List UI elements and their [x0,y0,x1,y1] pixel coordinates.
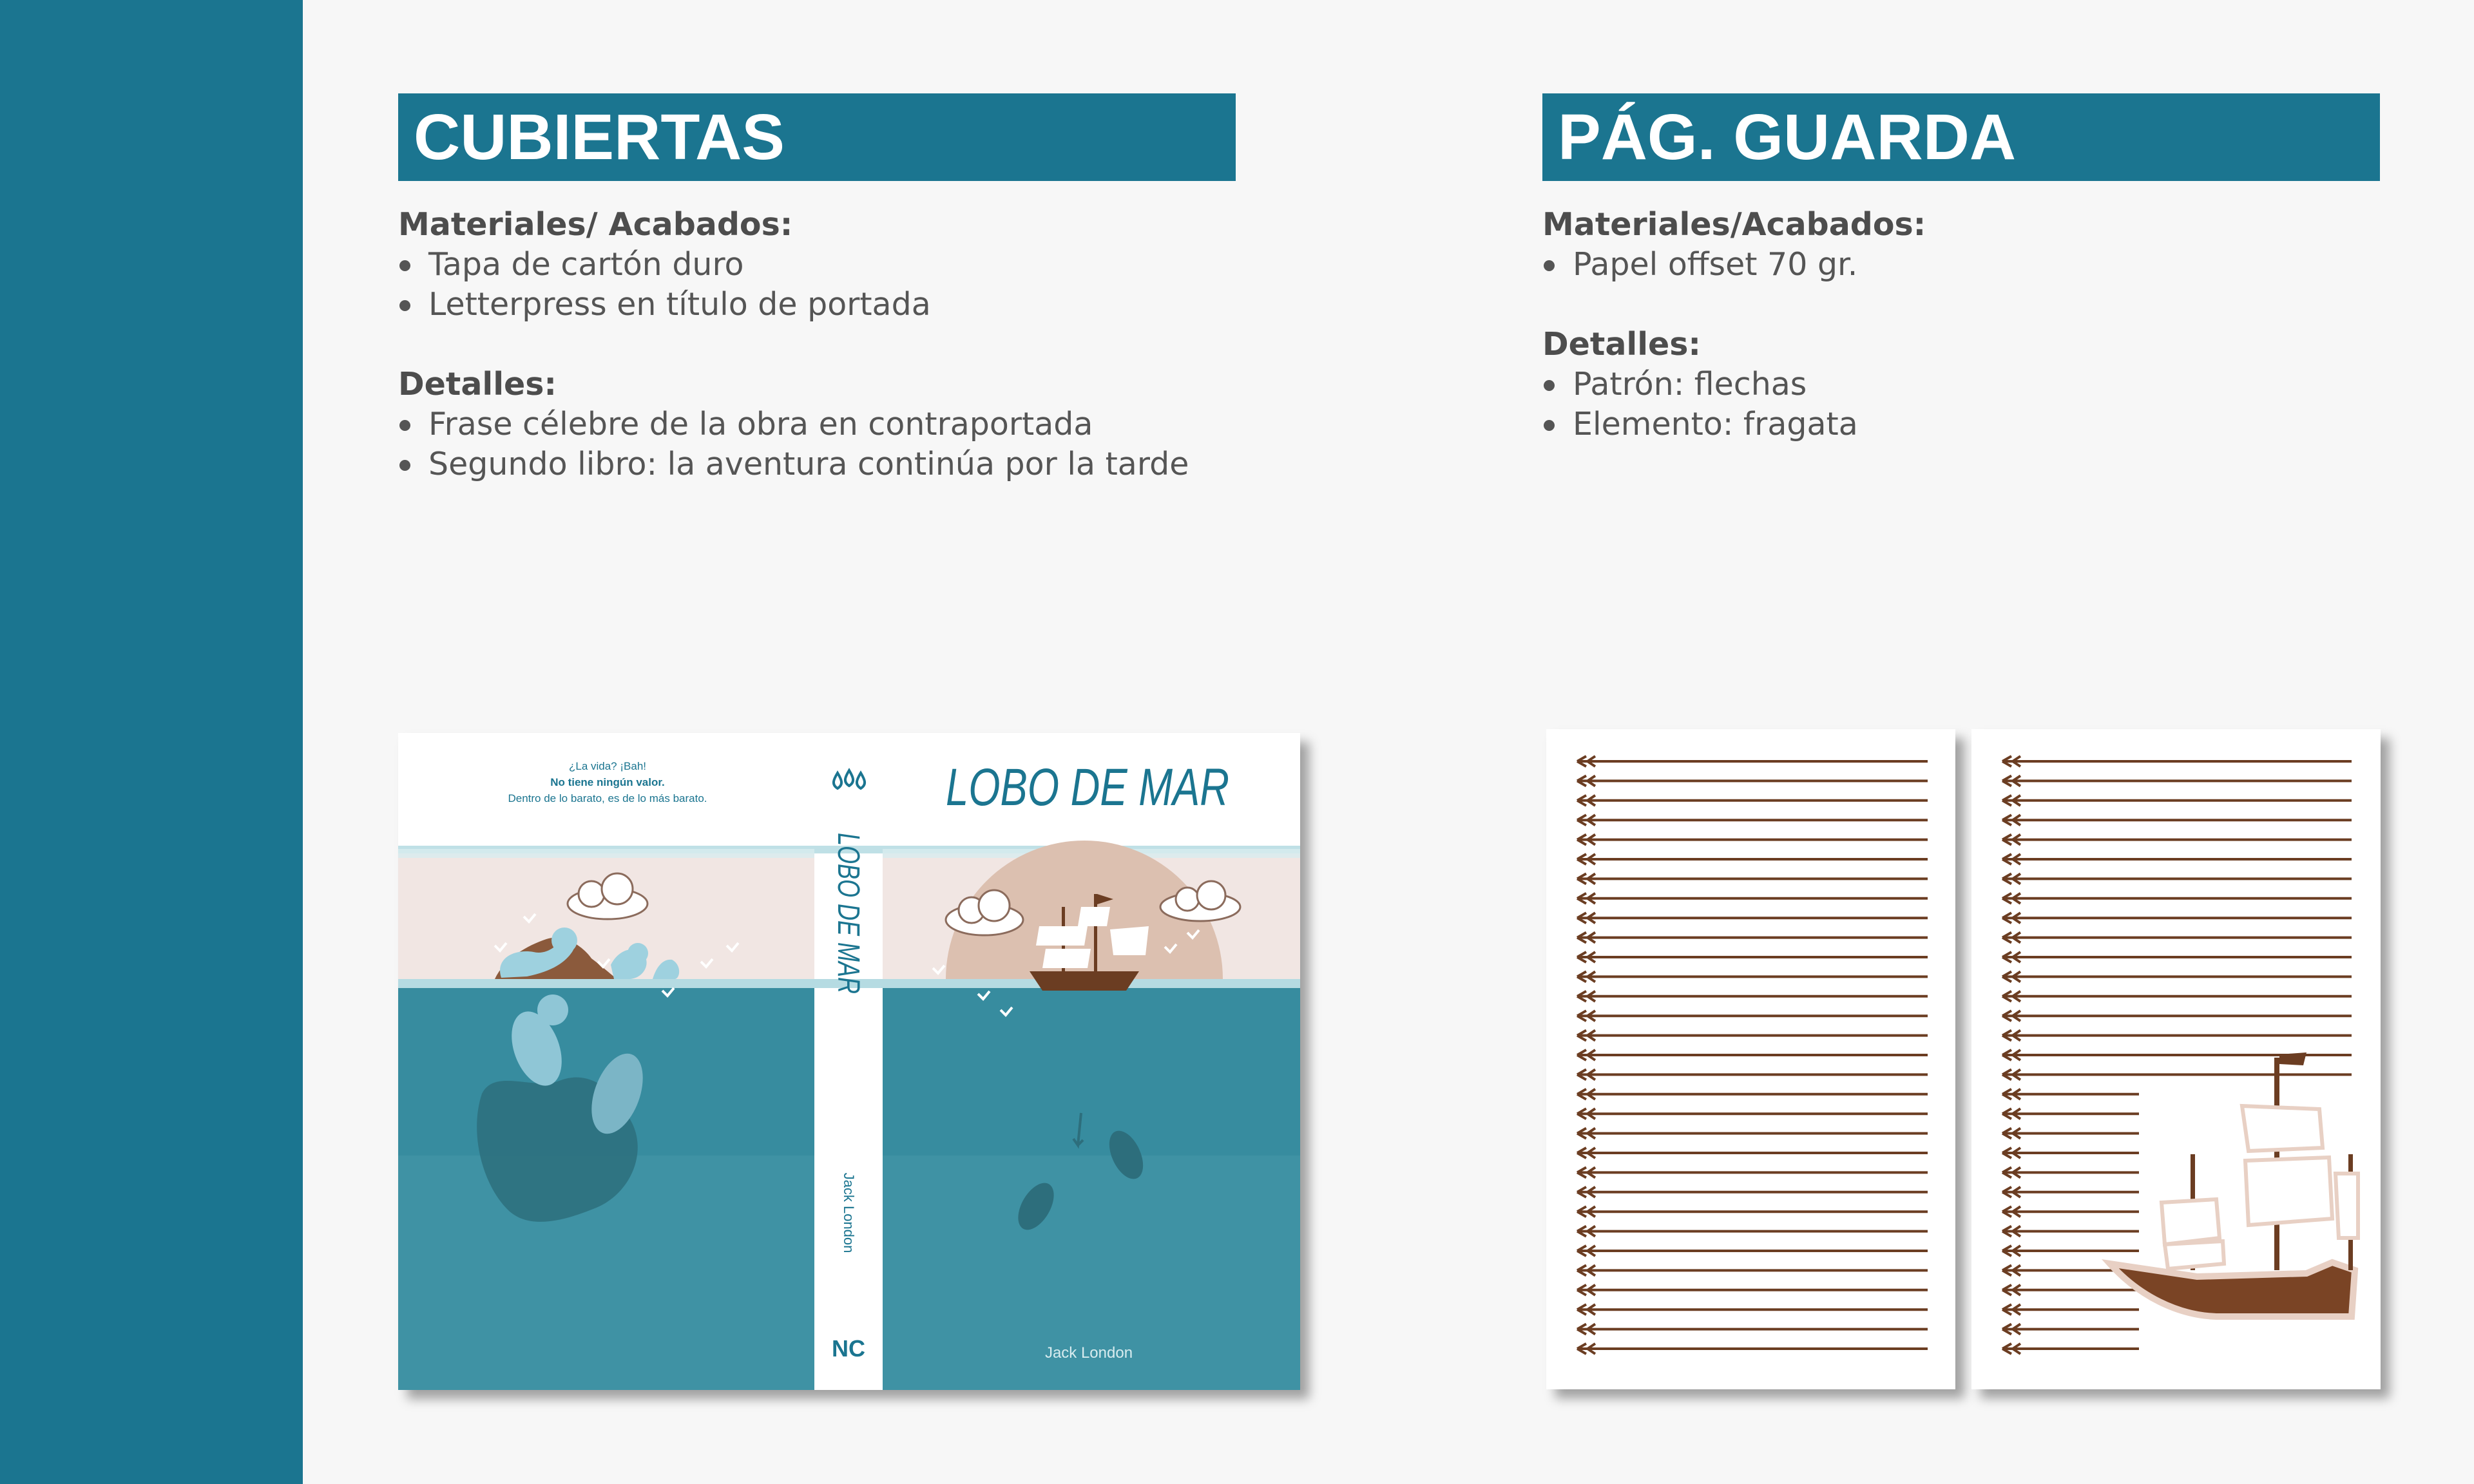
arrow-mark [1577,1304,1928,1315]
arrow-mark [1577,1128,1928,1139]
guarda-material-item: Papel offset 70 gr. [1542,245,2380,285]
cubiertas-details-heading: Detalles: [398,366,557,403]
arrow-mark [2002,756,2352,766]
cubiertas-specs [398,205,1236,524]
arrow-mark [1577,795,1928,806]
arrow-mark [1577,756,1928,766]
guarda-details-list [1542,365,2380,444]
arrow-mark [1577,1069,1928,1080]
arrow-mark [2002,971,2352,982]
arrow-mark [2002,952,2352,962]
arrow-mark [2002,1108,2139,1119]
arrow-mark [2002,1089,2139,1099]
arrow-mark [1577,1226,1928,1237]
guarda-materials-list [1542,245,2380,285]
arrow-mark [2002,1324,2139,1335]
cubiertas-material-item: Letterpress en título de portada [398,285,1236,325]
arrow-mark [2002,1031,2352,1041]
front-cover-title: LOBO DE MAR [946,758,1229,817]
book-cover-mockup [398,733,1300,1390]
arrow-mark [1577,1324,1928,1335]
guarda-detail-item: Patrón: flechas [1542,365,2380,404]
arrow-mark [1577,952,1928,962]
arrow-mark [2002,1167,2139,1177]
arrow-mark [1577,1089,1928,1099]
arrow-mark [2002,1226,2139,1237]
spine-author: Jack London [841,1172,857,1253]
guarda-specs [1542,205,2380,484]
arrow-mark [1577,1246,1928,1256]
arrow-mark [2002,1285,2139,1295]
arrow-mark [1577,1050,1928,1060]
arrow-mark [1577,775,1928,786]
cubiertas-materials-list [398,245,1236,325]
frigate-illustration [2110,1052,2358,1317]
arrow-mark [2002,933,2352,943]
arrow-mark [1577,1148,1928,1158]
arrow-mark [1577,873,1928,884]
cubiertas-material-item: Tapa de cartón duro [398,245,1236,285]
arrow-mark [1577,1206,1928,1217]
arrow-mark [2002,795,2352,806]
arrow-pattern-left [1546,729,1955,1389]
arrow-mark [1577,991,1928,1002]
front-cover-author: Jack London [1044,1344,1133,1362]
arrow-mark [2002,1128,2139,1139]
arrow-mark [2002,775,2352,786]
arrow-mark [2002,1011,2352,1021]
endpaper-left [1546,729,1955,1389]
arrow-mark [2002,815,2352,825]
back-cover-quote-line-3: Dentro de lo barato, es de lo más barato. [508,792,707,804]
arrow-mark [2002,1187,2139,1197]
book-cover-illustration [398,733,1300,1390]
arrow-mark [1577,1011,1928,1021]
arrow-mark [2002,873,2352,884]
cubiertas-title: CUBIERTAS [398,93,1236,181]
cubiertas-details-list [398,404,1236,484]
arrow-mark [2002,893,2352,904]
arrow-mark [1577,815,1928,825]
arrow-mark [2002,1304,2139,1315]
arrow-mark [2002,991,2352,1002]
arrow-mark [2002,1148,2139,1158]
arrow-mark [1577,1167,1928,1177]
endpaper-right [1971,729,2381,1389]
arrow-mark [1577,835,1928,845]
guarda-materials-heading: Materiales/Acabados: [1542,206,1926,243]
arrow-mark [1577,1031,1928,1041]
guarda-title: PÁG. GUARDA [1542,93,2380,181]
arrow-mark [2002,835,2352,845]
arrow-mark [1577,1344,1928,1354]
spine-title: LOBO DE MAR [831,833,865,1048]
arrow-mark [1577,854,1928,864]
arrow-mark [1577,933,1928,943]
cubiertas-detail-item: Frase célebre de la obra en contraportada [398,404,1236,444]
arrow-mark [1577,971,1928,982]
arrow-mark [1577,1285,1928,1295]
arrow-mark [1577,1108,1928,1119]
back-cover-quote-line-1: ¿La vida? ¡Bah! [568,760,647,772]
arrow-mark [2002,913,2352,923]
arrow-mark [2002,1246,2139,1256]
guarda-details-heading: Detalles: [1542,326,1701,363]
cubiertas-materials-heading: Materiales/ Acabados: [398,206,793,243]
guarda-detail-item: Elemento: fragata [1542,404,2380,444]
arrow-mark [2002,1206,2139,1217]
arrow-pattern-right [1971,729,2381,1389]
arrow-mark [1577,893,1928,904]
arrow-mark [1577,1265,1928,1275]
arrow-mark [2002,854,2352,864]
sidebar-band [0,0,303,1484]
arrow-mark [1577,913,1928,923]
back-cover-quote-line-2: No tiene ningún valor. [550,776,665,788]
publisher-logo: NC [832,1335,865,1362]
cubiertas-detail-item: Segundo libro: la aventura continúa por la tarde [398,444,1236,484]
arrow-mark [2002,1069,2352,1080]
arrow-mark [2002,1344,2139,1354]
arrow-mark [1577,1187,1928,1197]
